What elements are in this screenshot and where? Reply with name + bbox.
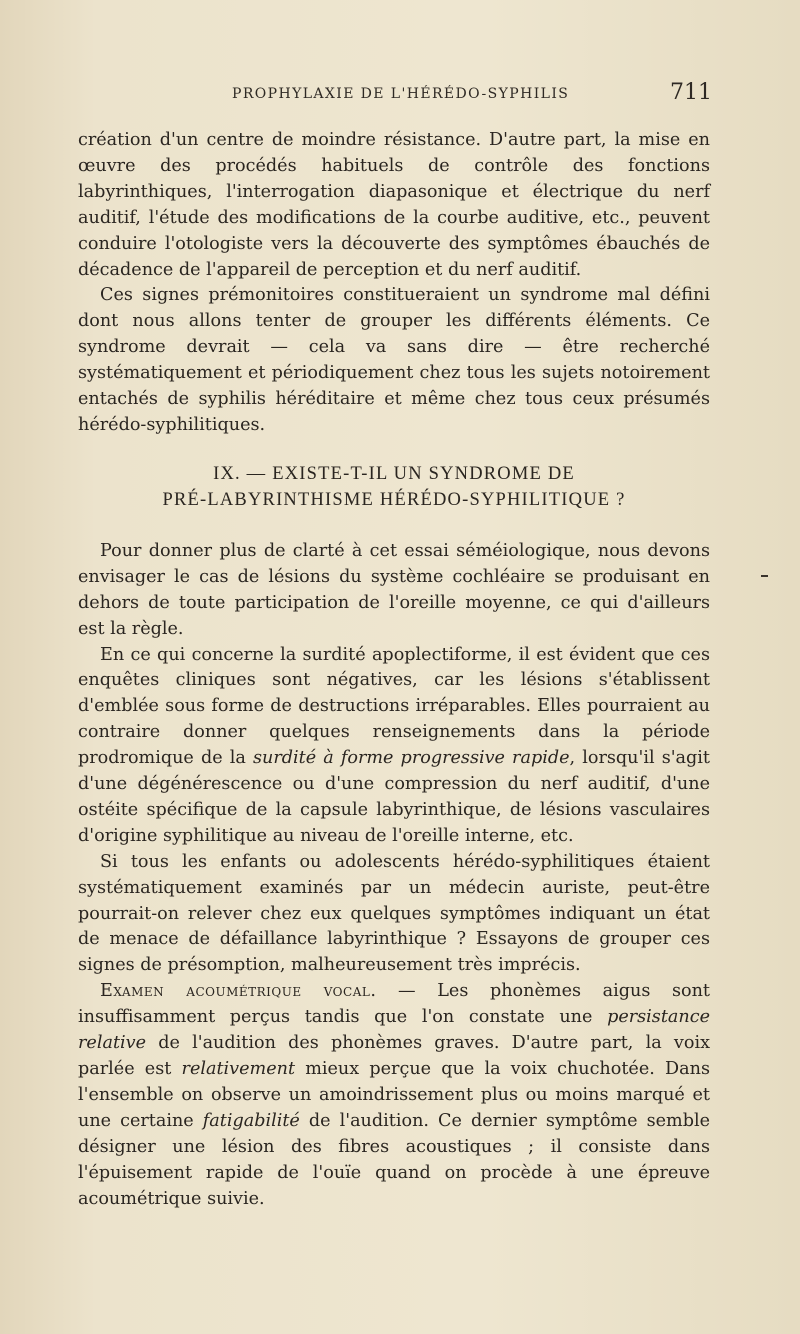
paragraph: Ces signes prémonitoires constitueraient un syndrome mal défini dont nous allons tenter de grouper les différents éléments. Ce syndrome devrait — cela va sans dire — être recherché systématiquement et périodiquement chez tous les sujets notoirement entachés de syphilis héréditaire et même chez tous ceux présumés hérédo-syphilitiques. [78,285,710,435]
page-header [64,80,714,116]
margin-mark [761,575,768,577]
section-heading [78,461,710,513]
section-heading-line: PRÉ-LABYRINTHISME HÉRÉDO-SYPHILITIQUE ? [162,489,626,510]
paragraph [78,643,710,850]
page-number: 711 [670,80,712,105]
emphasis-text: relativement [181,1059,296,1079]
section-heading-line: IX. — EXISTE-T-IL UN SYNDROME DE [213,463,575,484]
paragraph: Si tous les enfants ou adolescents hérédo-syphilitiques étaient systématiquement examinés par un médecin auriste, peut-être pourrait-on relever chez eux quelques symptômes indiquant un état de menace de défaillance labyrinthique ? Essayons de grouper ces signes de présomption, malheureusement très imprécis. [78,851,710,976]
paragraph-text: mieux perçue que la voix chuchotée. Dans l'ensemble on observe un amoindrissement plus ou moins marqué et une certaine [78,1059,710,1131]
emphasis-text: persistance relative [78,1007,710,1054]
paragraph-text: de l'audition. Ce dernier symptôme semble désigner une lésion des fibres acoustiques ; il consiste dans l'épuisement rapide de l'ouïe quand on procède à une épreuve acoumétrique suivie. [78,1110,710,1209]
running-title: PROPHYLAXIE DE L'HÉRÉDO-SYPHILIS [232,86,570,102]
paragraph: création d'un centre de moindre résistance. D'autre part, la mise en œuvre des procédés habituels de contrôle des fonctions labyrinthiques, l'interrogation diapasonique et électrique du nerf auditif, l'étude des modifications de la courbe auditive, etc., peuvent conduire l'otologiste vers la découverte des symptômes ébauchés de décadence de l'appareil de perception et du nerf auditif. [78,130,710,280]
paragraph-text: , lorsqu'il s'agit d'une dégénérescence ou d'une compression du nerf auditif, d'une ostéite spécifique de la capsule labyrinthique, de lésions vasculaires d'origine syphilitique au niveau de l'oreille interne, etc. [78,748,711,846]
paragraph-text: — Les phonèmes aigus sont insuffisamment perçus tandis que l'on constate une [78,981,710,1028]
body-text [78,128,710,1212]
paragraph: Pour donner plus de clarté à cet essai séméiologique, nous devons envisager le cas de lésions du système cochléaire se produisant en dehors de toute participation de l'oreille moyenne, ce qui d'ailleurs est la règle. [78,540,710,639]
paragraph-text: En ce qui concerne la surdité apoplectiforme, il est évident que ces enquêtes cliniques sont négatives, car les lésions s'établissent d'emblée sous forme de destructions irréparables. Elles pourraient au contraire donner quelques renseignements dans la période prodromique de la [78,644,710,769]
run-in-heading: Examen acoumétrique vocal. [100,981,377,1002]
emphasis-text: fatigabilité [202,1110,300,1131]
paragraph [78,979,710,1212]
paragraph-text: de l'audition des phonèmes graves. D'autre part, la voix parlée est [78,1033,710,1079]
emphasis-text: surdité à forme progressive rapide [252,748,570,769]
